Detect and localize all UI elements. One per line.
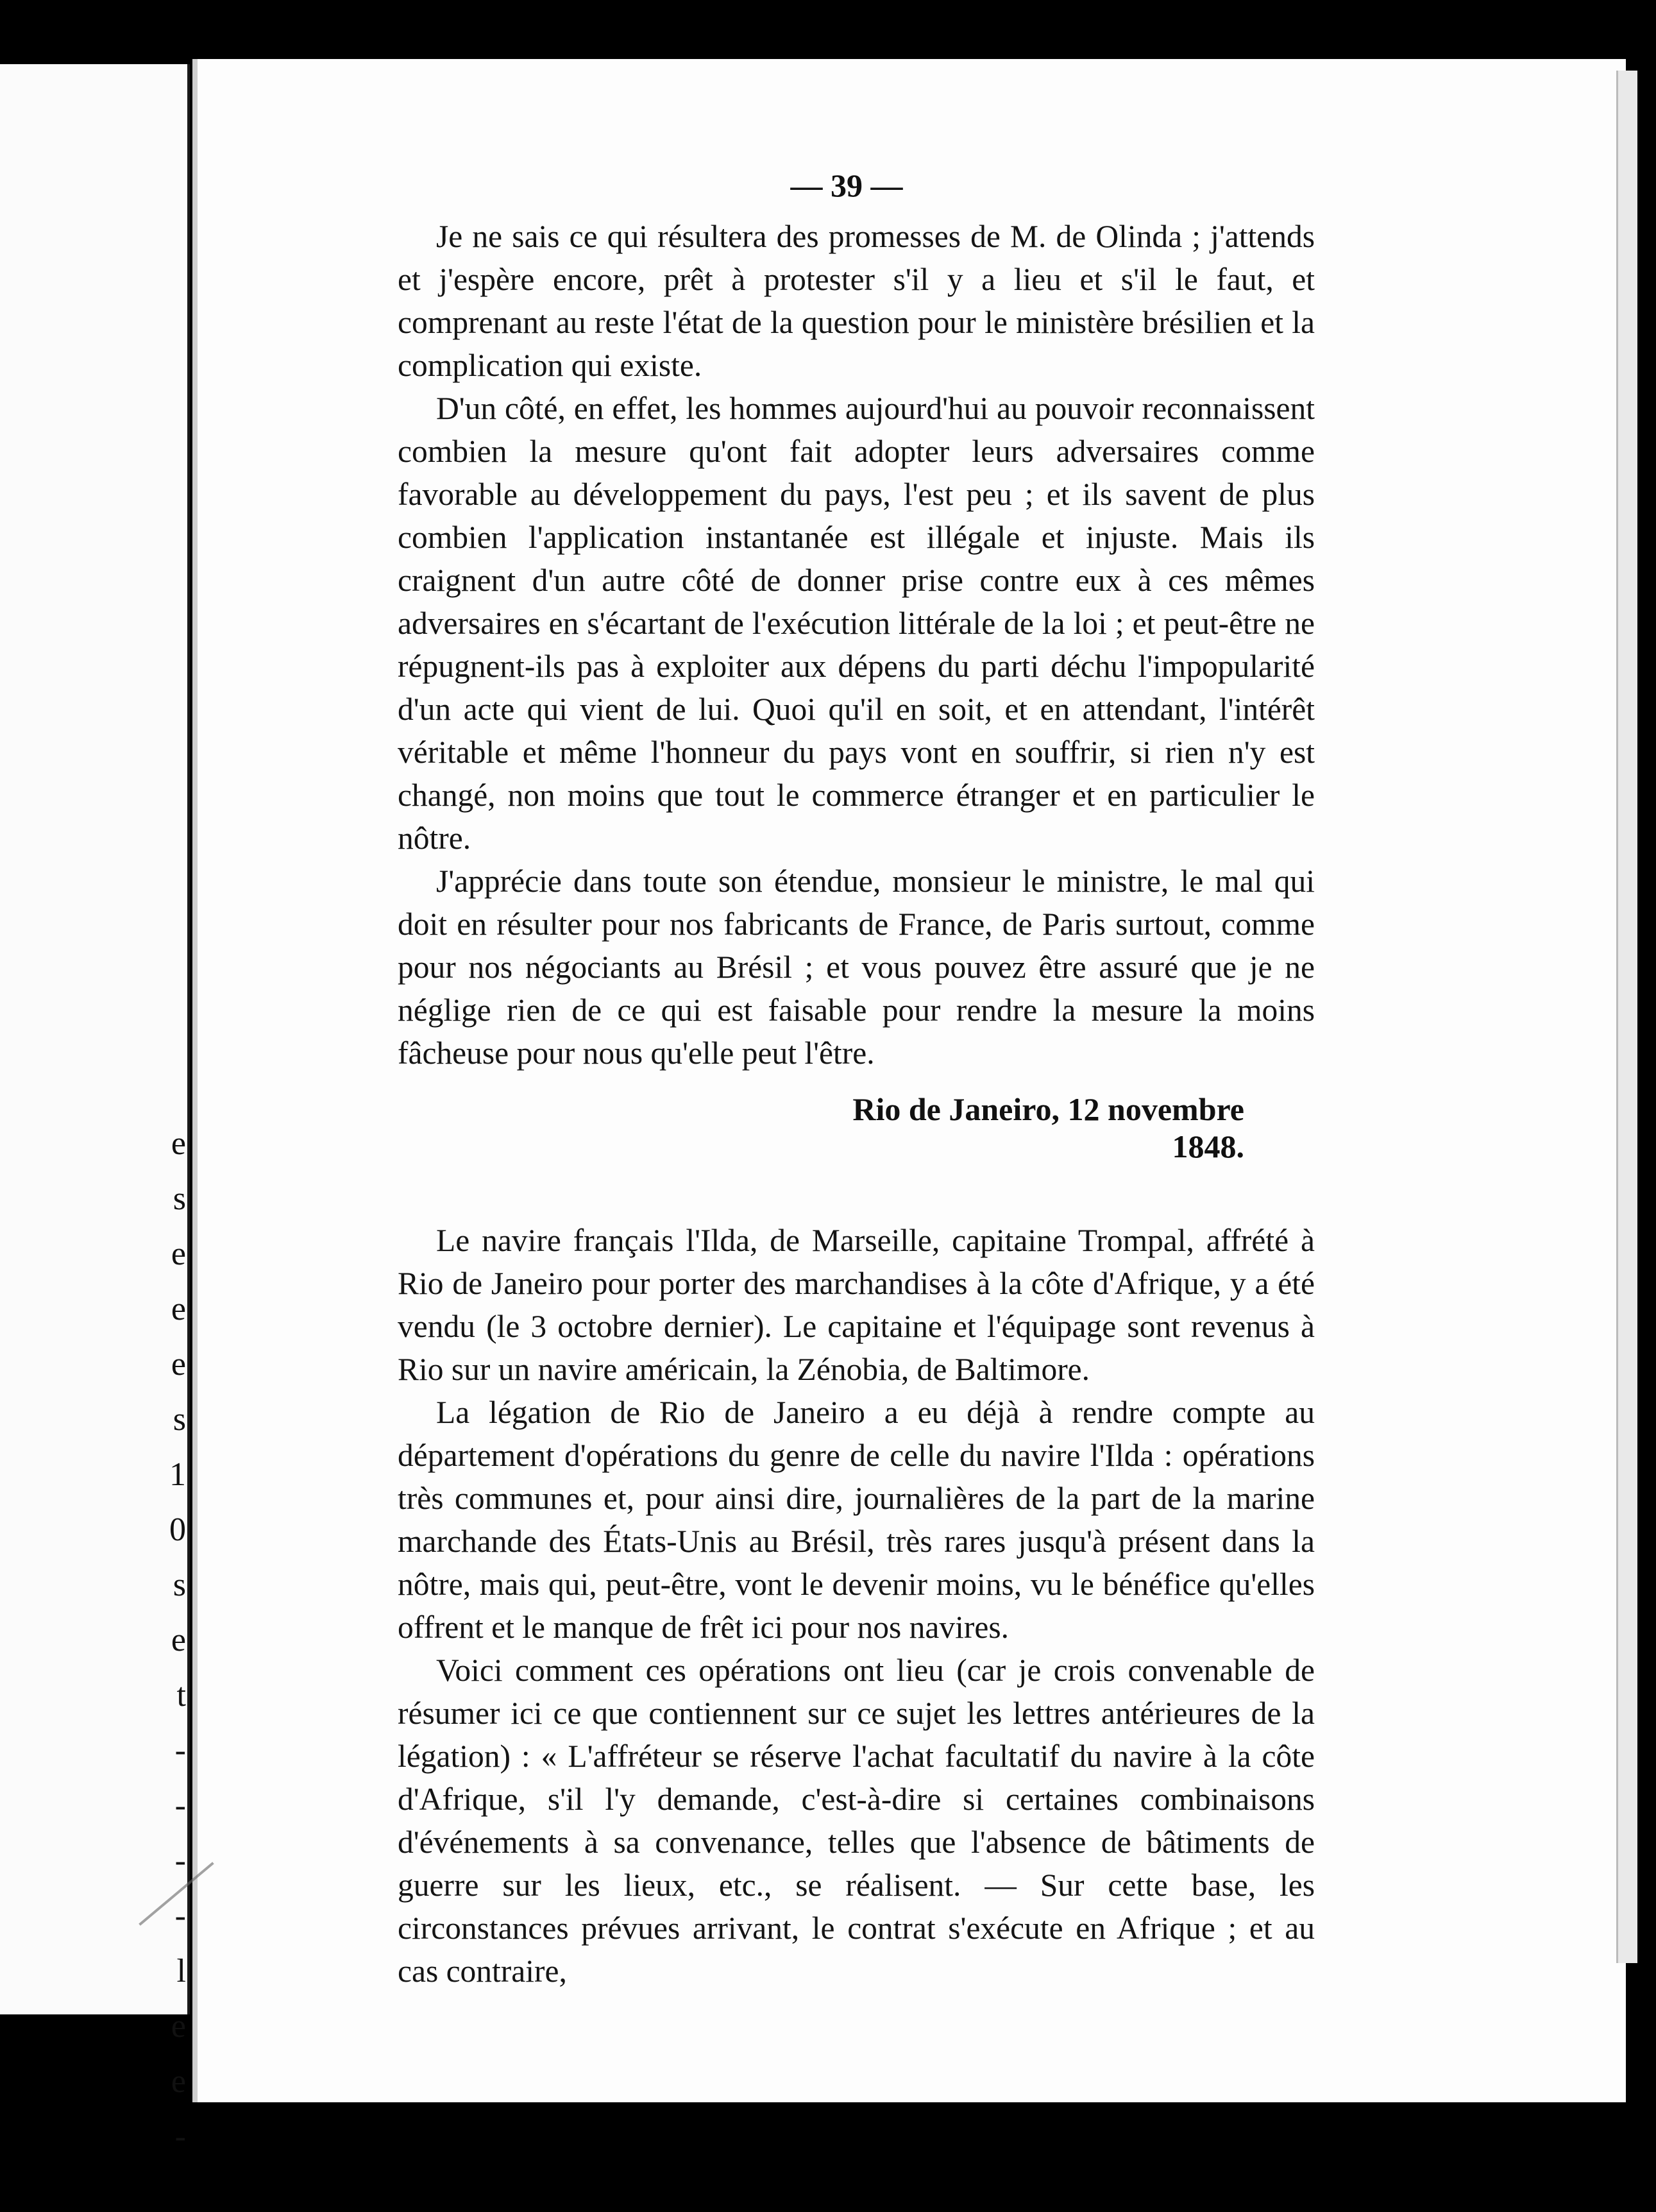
paragraph: J'apprécie dans toute son étendue, monsieur le ministre, le mal qui doit en résulter pour nos fabricants de France, de Paris surtout, comme pour nos négociants au Brésil ; et vous pouvez être assuré que je ne néglige rien de ce qui est faisable pour rendre la mesure la moins fâcheuse pour nous qu'elle peut l'être. <box>398 864 1315 1071</box>
letter-body-1 <box>398 215 1315 1075</box>
paragraph: Je ne sais ce qui résultera des promesses de M. de Olinda ; j'attends et j'espère encore, prêt à protester s'il y a lieu et s'il le faut, et comprenant au reste l'état de la question pour le ministère brésilien et la complication qui existe. <box>398 219 1315 383</box>
margin-fragment: t <box>176 1677 186 1714</box>
paragraph: D'un côté, en effet, les hommes aujourd'hui au pouvoir reconnaissent combien la mesure qu'ont fait adopter leurs adversaires comme favorable au développement du pays, l'est peu ; et ils savent de plus combien l'application instantanée est illégale et injuste. Mais ils craignent d'un autre côté de donner prise contre eux à ces mêmes adversaires en s'écartant de l'exécution littérale de la loi ; et peut-être ne répugnent-ils pas à exploiter aux dépens du parti déchu l'impopularité d'un acte qui vient de lui. Quoi qu'il en soit, et en attendant, l'intérêt véritable et même l'honneur du pays vont en souffrir, si rien n'y est changé, non moins que tout le commerce étranger et en particulier le nôtre. <box>398 391 1315 856</box>
margin-fragment: s <box>173 1567 186 1603</box>
margin-fragment: s <box>173 1180 186 1217</box>
dateline: Rio de Janeiro, 12 novembre 1848. <box>852 1091 1244 1164</box>
margin-fragment: - <box>174 1842 186 1879</box>
page-number: — 39 — <box>790 167 903 203</box>
margin-fragment: e <box>171 1291 186 1327</box>
left-page-margin-text <box>160 1116 186 2165</box>
margin-fragment: e <box>171 2008 186 2045</box>
margin-fragment: l <box>176 1953 186 1989</box>
paragraph: La légation de Rio de Janeiro a eu déjà à rendre compte au département d'opérations du genre de celle du navire l'Ilda : opérations très communes et, pour ainsi dire, journalières de la part de la marine marchande des États-Unis au Brésil, très rares jusqu'à présent dans la nôtre, mais qui, peut-être, vont le devenir moins, vu le bénéfice qu'elles offrent et le manque de frêt ici pour nos navires. <box>398 1395 1315 1645</box>
margin-fragment: e <box>171 1236 186 1272</box>
page-edge <box>1616 71 1637 1963</box>
margin-fragment: 0 <box>169 1511 186 1548</box>
margin-fragment: e <box>171 1622 186 1658</box>
margin-fragment: e <box>171 1125 186 1162</box>
paragraph: Voici comment ces opérations ont lieu (car je crois convenable de résumer ici ce que contiennent sur ce sujet les lettres antérieures de la légation) : « L'affréteur se réserve l'achat facultatif du navire à la côte d'Afrique, s'il l'y demande, c'est-à-dire si certaines combinaisons d'événements à sa convenance, telles que l'absence de bâtiments de guerre sur les lieux, etc., se réalisent. — Sur cette base, les circonstances prévues arrivant, le contrat s'exécute en Afrique ; et au cas contraire, <box>398 1653 1315 1989</box>
left-facing-page <box>0 64 190 2155</box>
margin-fragment: - <box>174 2118 186 2155</box>
letter-body-2 <box>398 1219 1315 1993</box>
margin-fragment: s <box>173 1401 186 1438</box>
margin-fragment: - <box>174 1787 186 1824</box>
margin-fragment: - <box>174 1898 186 1934</box>
margin-fragment: e <box>171 1346 186 1382</box>
margin-fragment: 1 <box>169 1456 186 1493</box>
paragraph: Le navire français l'Ilda, de Marseille, capitaine Trompal, affrété à Rio de Janeiro pour porter des marchandises à la côte d'Afrique, y a été vendu (le 3 octobre dernier). Le capitaine et l'équipage sont revenus à Rio sur un navire américain, la Zénobia, de Baltimore. <box>398 1223 1315 1387</box>
margin-fragment: - <box>174 1732 186 1769</box>
margin-fragment: e <box>171 2063 186 2100</box>
